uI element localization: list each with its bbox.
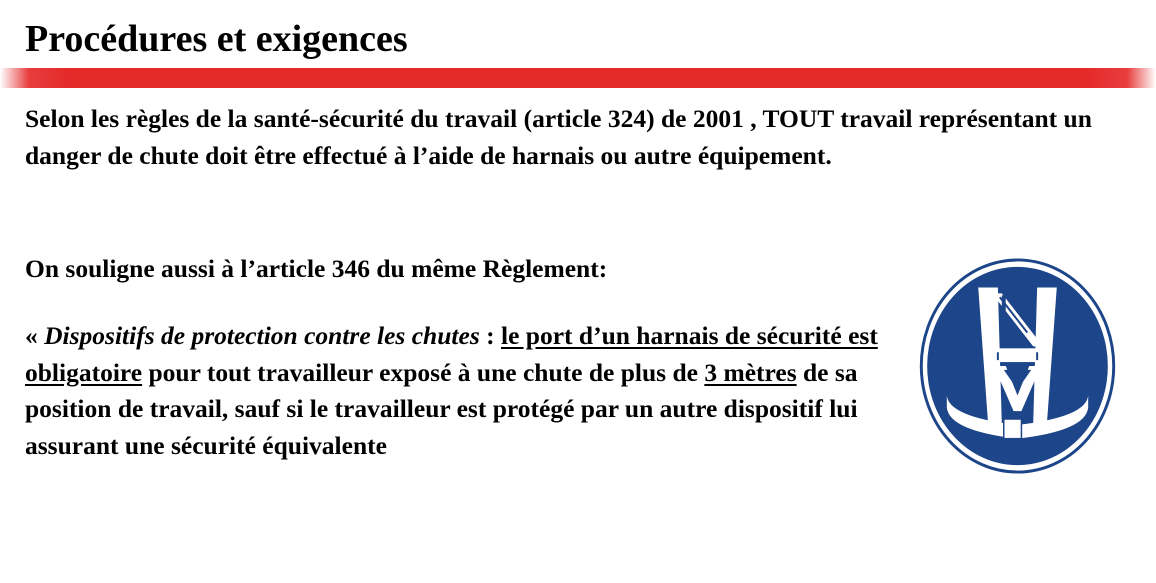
paragraph-article-346: On souligne aussi à l’article 346 du même Règlement: xyxy=(25,254,608,283)
page-title: Procédures et exigences xyxy=(25,18,408,60)
quote-underlined-height: 3 mètres xyxy=(704,357,797,387)
regulation-quote xyxy=(25,318,905,464)
quote-text-2: de sa position de travail, sauf si le travailleur est protégé par un autre dispositif lui assurant une sécurité équivalente xyxy=(25,357,858,460)
quote-title: Dispositifs de protection contre les chutes xyxy=(44,321,480,350)
paragraph-article-324: Selon les règles de la santé-sécurité du travail (article 324) de 2001 , TOUT travail représentant un danger de chute doit être effectué à l’aide de harnais ou autre équipement. xyxy=(25,104,1092,170)
quote-separator: : xyxy=(479,321,501,350)
quote-open-mark: « xyxy=(25,321,45,350)
quote-underlined-obligation: le port d’un harnais de sécurité est obligatoire xyxy=(25,321,878,387)
safety-harness-mandatory-icon xyxy=(919,258,1116,474)
quote-text-1: pour tout travailleur exposé à une chute de plus de xyxy=(142,357,705,387)
title-divider-bar xyxy=(0,68,1156,88)
